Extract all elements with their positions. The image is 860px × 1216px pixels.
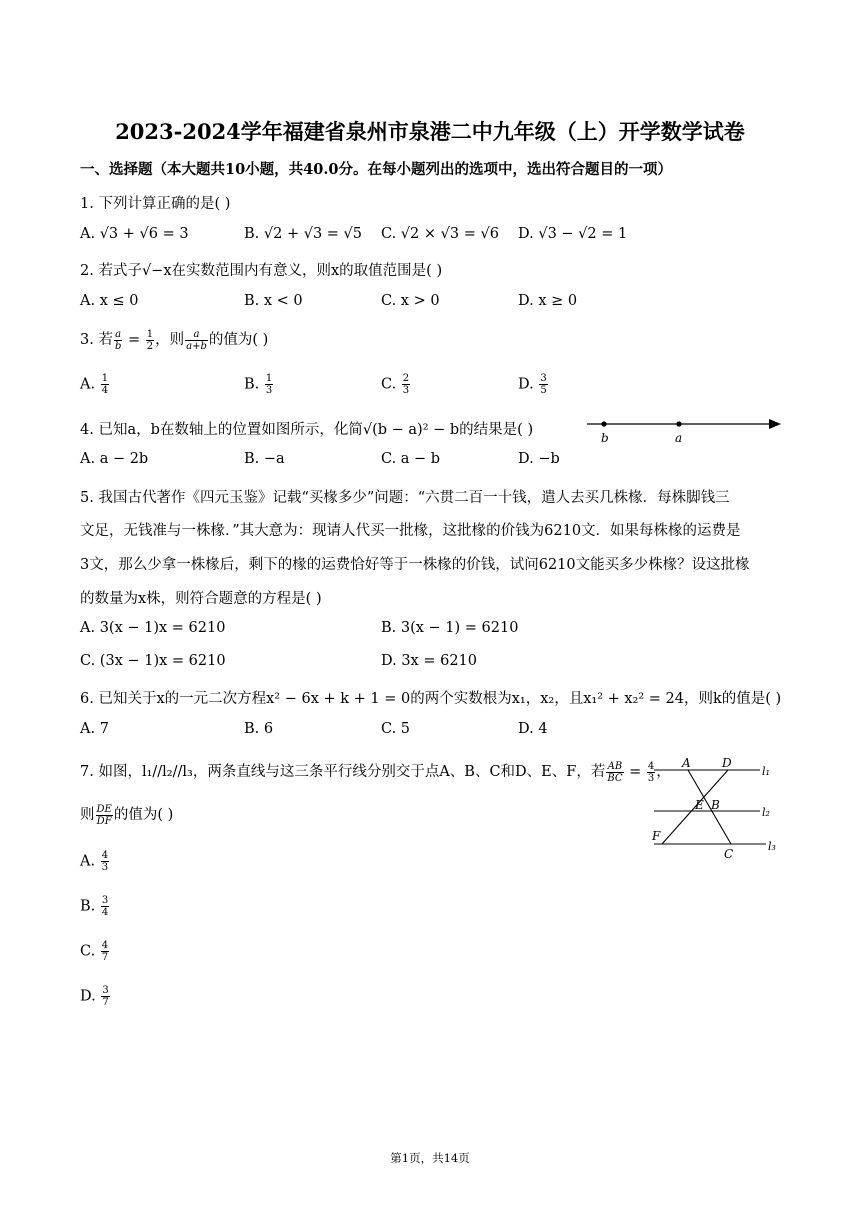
q7-frac3-num: DE	[96, 803, 112, 815]
question-3-stem	[80, 328, 268, 352]
q5-option-a: A. 3(x − 1)x = 6210	[80, 620, 226, 636]
q7-a-fraction	[101, 850, 109, 873]
q7-frac-den: BC	[607, 772, 623, 784]
q5-option-d: D. 3x = 6210	[381, 653, 477, 669]
q3-a-den: 4	[101, 385, 109, 396]
q7-b-num: 3	[101, 895, 109, 906]
question-4-stem: 4. 已知a，b在数轴上的位置如图所示，化简√(b − a)² − b的结果是( )	[80, 422, 534, 438]
question-7-line-2	[80, 803, 173, 827]
q7-option-c	[80, 940, 110, 963]
q6-option-b: B. 6	[244, 721, 274, 737]
q4-option-b: B. −a	[244, 451, 285, 467]
label-b: b	[601, 431, 609, 445]
q7-line2-suffix: 的值为( )	[113, 807, 174, 823]
q7-b-den: 4	[101, 907, 109, 918]
q2-option-d: D. x ≥ 0	[518, 293, 578, 309]
q7-a-label: A.	[80, 853, 96, 870]
question-5-line-1: 5. 我国古代著作《四元玉鉴》记载“买椽多少”问题：“六贯二百一十钱，遣人去买几株椽．每株脚钱三	[80, 490, 730, 506]
fig-label-l3: l₃	[768, 840, 776, 853]
q6-option-c: C. 5	[381, 721, 411, 737]
fig-label-d: D	[722, 756, 732, 770]
q3-frac1-denominator: b	[114, 340, 122, 352]
q7-c-fraction	[101, 940, 109, 963]
fig-label-l2: l₂	[762, 806, 770, 819]
q7-line2-prefix: 则	[80, 807, 95, 823]
point-a	[676, 421, 681, 426]
q7-equals: =	[624, 764, 646, 780]
q7-b-fraction	[101, 895, 109, 918]
q7-c-num: 4	[101, 940, 109, 951]
parallel-lines-figure	[648, 752, 788, 862]
q3-c-label: C.	[381, 376, 397, 393]
q3-b-num: 1	[265, 373, 273, 384]
q3-fraction-a-over-b	[114, 329, 122, 352]
q3-b-den: 3	[265, 385, 273, 396]
fig-label-a: A	[682, 756, 691, 770]
fig-label-b: B	[711, 798, 720, 812]
q7-stem-end: ，	[656, 764, 671, 780]
q7-d-label: D.	[80, 988, 96, 1005]
question-1-stem: 1. 下列计算正确的是( )	[80, 196, 231, 212]
q5-option-c: C. (3x − 1)x = 6210	[80, 653, 226, 669]
label-a: a	[675, 431, 683, 445]
q7-fraction-de-df	[96, 804, 113, 827]
page-footer: 第1页，共14页	[390, 1151, 470, 1165]
q7-frac2-num: 4	[647, 760, 655, 772]
q7-fraction-ab-bc	[606, 761, 623, 784]
q3-d-den: 5	[540, 385, 547, 396]
q3-frac2-numerator: 1	[146, 328, 154, 340]
question-5-line-4: 的数量为x株，则符合题意的方程是( )	[80, 591, 322, 607]
q3-frac3-denominator: a+b	[186, 340, 207, 352]
q3-a-label: A.	[80, 376, 96, 393]
q5-option-b: B. 3(x − 1) = 6210	[381, 620, 519, 636]
q7-option-d	[80, 985, 111, 1008]
q7-frac2-den: 3	[647, 772, 655, 784]
q7-option-b	[80, 895, 110, 918]
question-6-stem: 6. 已知关于x的一元二次方程x² − 6x + k + 1 = 0的两个实数根为x₁，x₂，且x₁² + x₂² = 24，则k的值是( )	[80, 691, 782, 707]
question-5-line-3: 3文，那么少拿一株椽后，剩下的椽的运费恰好等于一株椽的价钱，试问6210文能买多少株椽？设这批椽	[80, 557, 750, 573]
q2-option-c: C. x > 0	[381, 293, 440, 309]
q3-fraction-half	[146, 329, 154, 352]
q7-c-den: 7	[101, 952, 109, 963]
q7-frac-num: AB	[607, 760, 623, 772]
question-5-line-2: 文足，无钱准与一株椽．”其大意为：现请人代买一批椽，这批椽的价钱为6210文．如果每株椽的运费是	[80, 523, 741, 539]
q7-a-num: 4	[101, 850, 109, 861]
q6-option-a: A. 7	[80, 721, 109, 737]
fig-label-l1: l₁	[762, 765, 770, 778]
q7-frac3-den: DF	[96, 815, 112, 827]
q7-option-a	[80, 850, 110, 873]
q1-option-c: C. √2 × √3 = √6	[381, 226, 499, 242]
fig-label-c: C	[724, 847, 734, 861]
q3-b-label: B.	[244, 376, 260, 393]
page-title: 2023-2024学年福建省泉州市泉港二中九年级（上）开学数学试卷	[115, 119, 745, 144]
point-b	[601, 421, 606, 426]
q3-c-fraction	[402, 373, 410, 396]
q3-stem-suffix: 的值为( )	[208, 332, 269, 348]
q3-d-label: D.	[518, 376, 534, 393]
q3-b-fraction	[265, 373, 273, 396]
q2-option-a: A. x ≤ 0	[80, 293, 139, 309]
q7-c-label: C.	[80, 943, 96, 960]
question-2-stem: 2. 若式子√−x在实数范围内有意义，则x的取值范围是( )	[80, 263, 443, 279]
q3-frac1-numerator: a	[115, 328, 122, 340]
q3-frac2-denominator: 2	[146, 340, 154, 352]
q3-option-a	[80, 373, 110, 396]
q3-a-num: 1	[101, 373, 109, 384]
arrow-head-icon	[769, 419, 781, 429]
q7-b-label: B.	[80, 898, 96, 915]
fig-label-e: E	[695, 798, 704, 812]
q7-d-den: 7	[102, 997, 109, 1008]
q3-d-num: 3	[540, 373, 547, 384]
q3-c-num: 2	[402, 373, 410, 384]
q3-stem-middle: ，则	[155, 332, 185, 348]
q3-equals: =	[123, 332, 145, 348]
q1-option-d: D. √3 − √2 = 1	[518, 226, 628, 242]
q3-frac3-numerator: a	[185, 329, 208, 341]
q6-option-d: D. 4	[518, 721, 548, 737]
q3-d-fraction	[539, 373, 547, 396]
q3-fraction-target	[185, 329, 208, 352]
number-line-figure	[585, 410, 785, 446]
q4-option-c: C. a − b	[381, 451, 441, 467]
q7-d-fraction	[101, 985, 109, 1008]
q4-option-a: A. a − 2b	[80, 451, 149, 467]
fig-label-f: F	[652, 829, 661, 843]
q3-option-c	[381, 373, 411, 396]
section-heading: 一、选择题（本大题共10小题，共40.0分。在每小题列出的选项中，选出符合题目的一项）	[80, 161, 672, 178]
q3-option-b	[244, 373, 274, 396]
q7-a-den: 3	[101, 862, 109, 873]
q2-option-b: B. x < 0	[244, 293, 303, 309]
q3-c-den: 3	[402, 385, 410, 396]
q4-option-d: D. −b	[518, 451, 560, 467]
q7-stem-prefix: 7. 如图，l₁//l₂//l₃，两条直线与这三条平行线分别交于点A、B、C和D、E、F，若	[80, 764, 606, 780]
question-7-stem	[80, 760, 671, 784]
q3-option-d	[518, 373, 549, 396]
q3-stem-prefix: 3. 若	[80, 332, 113, 348]
q7-d-num: 3	[102, 985, 109, 996]
q3-a-fraction	[101, 373, 109, 396]
q1-option-b: B. √2 + √3 = √5	[244, 226, 363, 242]
q1-option-a: A. √3 + √6 = 3	[80, 226, 189, 242]
